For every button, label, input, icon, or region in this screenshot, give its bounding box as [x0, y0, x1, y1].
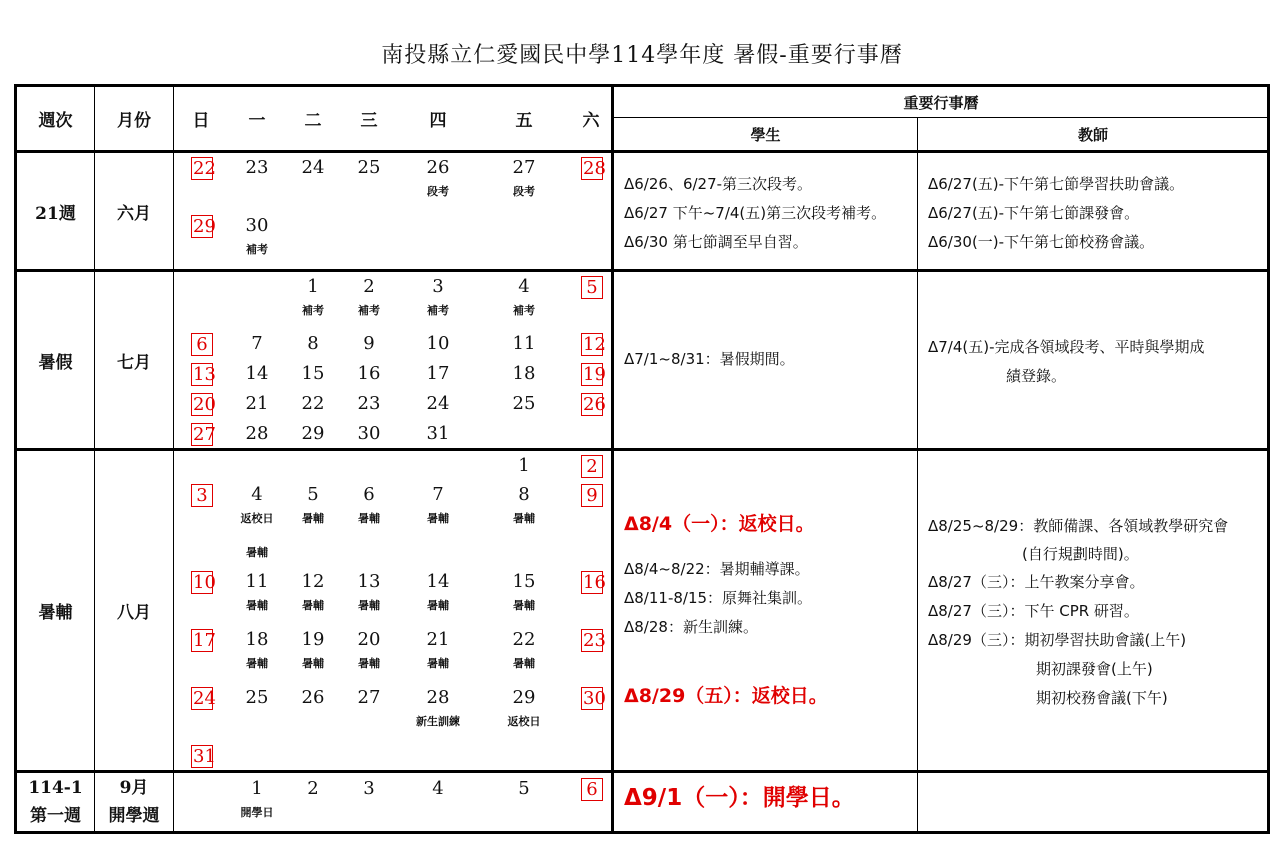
- calendar-day: 6: [363, 484, 375, 505]
- calendar-day-note: 返校日: [507, 715, 541, 728]
- calendar-day-holiday: 13: [193, 364, 216, 385]
- calendar-day-note: 補考: [246, 243, 268, 256]
- calendar-day: 1: [518, 455, 530, 476]
- teacher-event: Δ6/27(五)-下午第七節學習扶助會議。: [928, 175, 1185, 193]
- calendar-day: 14: [426, 571, 450, 592]
- divider: [917, 118, 918, 832]
- calendar-day: 11: [245, 571, 269, 592]
- calendar-day-note: 暑輔: [246, 546, 268, 559]
- calendar-day-note: 暑輔: [246, 599, 268, 612]
- calendar-day: 9: [363, 333, 375, 354]
- calendar-day-holiday: 28: [583, 158, 606, 179]
- calendar-day-holiday: 17: [193, 630, 216, 651]
- divider: [173, 86, 174, 832]
- calendar-day: 28: [426, 687, 450, 708]
- student-highlight-event: Δ8/4（一）：返校日。: [624, 513, 815, 535]
- calendar-day: 29: [512, 687, 536, 708]
- weekday-header: 日: [192, 111, 210, 131]
- calendar-day: 13: [357, 571, 381, 592]
- calendar-day-note: 段考: [427, 185, 449, 198]
- calendar-day-holiday: 23: [583, 630, 606, 651]
- calendar-day: 26: [426, 157, 450, 178]
- teacher-event: Δ7/4(五)-完成各領域段考、平時與學期成: [928, 338, 1205, 356]
- calendar-day-note: 暑輔: [358, 512, 380, 525]
- calendar-day: 5: [307, 484, 319, 505]
- divider: [16, 269, 1268, 272]
- teacher-event: 期初課發會(上午): [1036, 660, 1153, 678]
- calendar-day-note: 暑輔: [427, 657, 449, 670]
- calendar-day-note: 暑輔: [513, 512, 535, 525]
- calendar-day: 20: [357, 629, 381, 650]
- calendar-day: 24: [301, 157, 325, 178]
- weekday-header: 一: [248, 111, 266, 131]
- calendar-day-note: 暑輔: [427, 512, 449, 525]
- week-label: 暑輔: [38, 603, 73, 623]
- calendar-day-holiday: 10: [193, 572, 216, 593]
- calendar-day: 4: [251, 484, 263, 505]
- calendar-day-note: 暑輔: [358, 657, 380, 670]
- header-events: 重要行事曆: [903, 93, 979, 112]
- calendar-day: 21: [245, 393, 269, 414]
- student-highlight-event: Δ9/1（一）：開學日。: [624, 785, 855, 811]
- teacher-event: Δ8/27（三）：下午 CPR 研習。: [928, 602, 1139, 620]
- calendar-day: 28: [245, 423, 269, 444]
- calendar-day: 21: [426, 629, 450, 650]
- calendar-day: 19: [301, 629, 325, 650]
- weekday-header: 四: [429, 111, 447, 131]
- month-label-line: 開學週: [108, 806, 160, 826]
- header-student: 學生: [750, 125, 781, 144]
- calendar-day-note: 暑輔: [513, 657, 535, 670]
- calendar-day: 8: [518, 484, 530, 505]
- calendar-day: 25: [512, 393, 536, 414]
- month-label: 八月: [117, 603, 151, 623]
- student-event: Δ6/26、6/27-第三次段考。: [624, 175, 813, 193]
- calendar-day: 14: [245, 363, 269, 384]
- calendar-day-note: 補考: [302, 304, 324, 317]
- header-week: 週次: [38, 111, 73, 131]
- calendar-day-holiday: 29: [193, 216, 216, 237]
- calendar-day: 7: [251, 333, 263, 354]
- calendar-day-note: 補考: [513, 304, 535, 317]
- student-highlight-event: Δ8/29（五）：返校日。: [624, 685, 828, 707]
- divider: [16, 770, 1268, 773]
- calendar-day: 7: [432, 484, 444, 505]
- header-month: 月份: [117, 111, 151, 131]
- calendar-day-note: 新生訓練: [416, 715, 460, 728]
- calendar-day: 17: [426, 363, 450, 384]
- weekday-header: 六: [582, 111, 600, 131]
- month-label-line: 9月: [119, 778, 149, 798]
- teacher-event: Δ8/25~8/29：教師備課、各領域教學研究會: [928, 517, 1229, 535]
- calendar-day-holiday: 9: [581, 484, 603, 507]
- calendar-day-note: 暑輔: [302, 599, 324, 612]
- calendar-day: 12: [301, 571, 325, 592]
- teacher-event: Δ8/29（三）：期初學習扶助會議(上午): [928, 631, 1187, 649]
- calendar-day: 10: [426, 333, 450, 354]
- calendar-day: 29: [301, 423, 325, 444]
- week-label: 21週: [35, 203, 76, 224]
- calendar-day-note: 暑輔: [302, 512, 324, 525]
- calendar-day-note: 段考: [513, 185, 535, 198]
- calendar-table: [14, 84, 1270, 834]
- page-title: 南投縣立仁愛國民中學114學年度 暑假-重要行事曆: [381, 43, 903, 68]
- calendar-day: 2: [363, 276, 375, 297]
- calendar-day: 26: [301, 687, 325, 708]
- calendar-day: 27: [357, 687, 381, 708]
- calendar-day: 5: [518, 778, 530, 799]
- student-event: Δ7/1~8/31：暑假期間。: [624, 350, 795, 368]
- month-label: 六月: [117, 203, 151, 224]
- calendar-day-note: 返校日: [240, 512, 274, 525]
- teacher-event: Δ6/27(五)-下午第七節課發會。: [928, 204, 1140, 222]
- calendar-day: 2: [307, 778, 319, 799]
- calendar-day-holiday: 19: [583, 364, 606, 385]
- calendar-day: 23: [357, 393, 381, 414]
- calendar-day-holiday: 27: [193, 424, 216, 445]
- calendar-day-note: 暑輔: [302, 657, 324, 670]
- divider: [611, 86, 614, 832]
- calendar-day-holiday: 6: [581, 778, 603, 801]
- week-label-line: 第一週: [30, 806, 81, 826]
- weekday-header: 二: [304, 111, 322, 131]
- calendar-day-note: 暑輔: [246, 657, 268, 670]
- calendar-day: 22: [512, 629, 536, 650]
- calendar-day: 15: [301, 363, 325, 384]
- calendar-day-holiday: 26: [583, 394, 606, 415]
- divider: [16, 448, 1268, 451]
- calendar-day: 16: [357, 363, 381, 384]
- calendar-day-holiday: 30: [583, 688, 606, 709]
- month-label: 七月: [117, 352, 151, 373]
- student-event: Δ8/4~8/22：暑期輔導課。: [624, 560, 810, 578]
- teacher-event: (自行規劃時間)。: [1022, 545, 1139, 563]
- teacher-event: 績登錄。: [1006, 367, 1067, 385]
- header-teacher: 教師: [1077, 125, 1108, 144]
- calendar-day: 4: [518, 276, 530, 297]
- calendar-day-holiday: 24: [193, 688, 216, 709]
- calendar-day: 25: [245, 687, 269, 708]
- calendar-day: 8: [307, 333, 319, 354]
- calendar-day-note: 暑輔: [358, 599, 380, 612]
- calendar-day-note: 暑輔: [427, 599, 449, 612]
- calendar-day: 11: [512, 333, 536, 354]
- calendar-day-note: 開學日: [240, 806, 274, 819]
- calendar-day: 30: [357, 423, 381, 444]
- student-event: Δ8/11-8/15：原舞社集訓。: [624, 589, 813, 607]
- calendar-day-holiday: 31: [193, 746, 216, 767]
- week-label: [17, 774, 94, 830]
- calendar-day-holiday: 20: [193, 394, 216, 415]
- calendar-day: 27: [512, 157, 536, 178]
- calendar-day: 15: [512, 571, 536, 592]
- calendar-day: 1: [251, 778, 263, 799]
- calendar-day-holiday: 3: [191, 484, 213, 507]
- calendar-day: 18: [245, 629, 269, 650]
- student-event: Δ6/27 下午~7/4(五)第三次段考補考。: [624, 204, 887, 222]
- calendar-day-note: 補考: [358, 304, 380, 317]
- calendar-day-holiday: 2: [581, 455, 603, 478]
- calendar-day: 24: [426, 393, 450, 414]
- calendar-day-holiday: 16: [583, 572, 606, 593]
- calendar-day: 4: [432, 778, 444, 799]
- calendar-day-holiday: 12: [583, 334, 606, 355]
- week-label: 暑假: [38, 352, 73, 373]
- calendar-day: 3: [363, 778, 375, 799]
- divider: [16, 150, 1268, 153]
- calendar-day: 30: [245, 215, 269, 236]
- weekday-header: 三: [360, 111, 378, 131]
- teacher-event: Δ8/27（三）：上午教案分享會。: [928, 573, 1145, 591]
- calendar-day: 23: [245, 157, 269, 178]
- calendar-day-note: 暑輔: [513, 599, 535, 612]
- calendar-day: 3: [432, 276, 444, 297]
- calendar-day: 18: [512, 363, 536, 384]
- calendar-day-holiday: 22: [193, 158, 216, 179]
- calendar-day: 22: [301, 393, 325, 414]
- month-label: [95, 774, 173, 830]
- weekday-header: 五: [515, 111, 533, 131]
- calendar-day: 31: [426, 423, 450, 444]
- teacher-event: Δ6/30(一)-下午第七節校務會議。: [928, 233, 1155, 251]
- calendar-day-holiday: 6: [191, 333, 213, 356]
- teacher-event: 期初校務會議(下午): [1036, 689, 1168, 707]
- calendar-day-holiday: 5: [581, 276, 603, 299]
- calendar-day: 25: [357, 157, 381, 178]
- calendar-day-note: 補考: [427, 304, 449, 317]
- student-event: Δ6/30 第七節調至早自習。: [624, 233, 808, 251]
- week-label-line: 114-1: [28, 778, 83, 798]
- student-event: Δ8/28：新生訓練。: [624, 618, 758, 636]
- calendar-day: 1: [307, 276, 319, 297]
